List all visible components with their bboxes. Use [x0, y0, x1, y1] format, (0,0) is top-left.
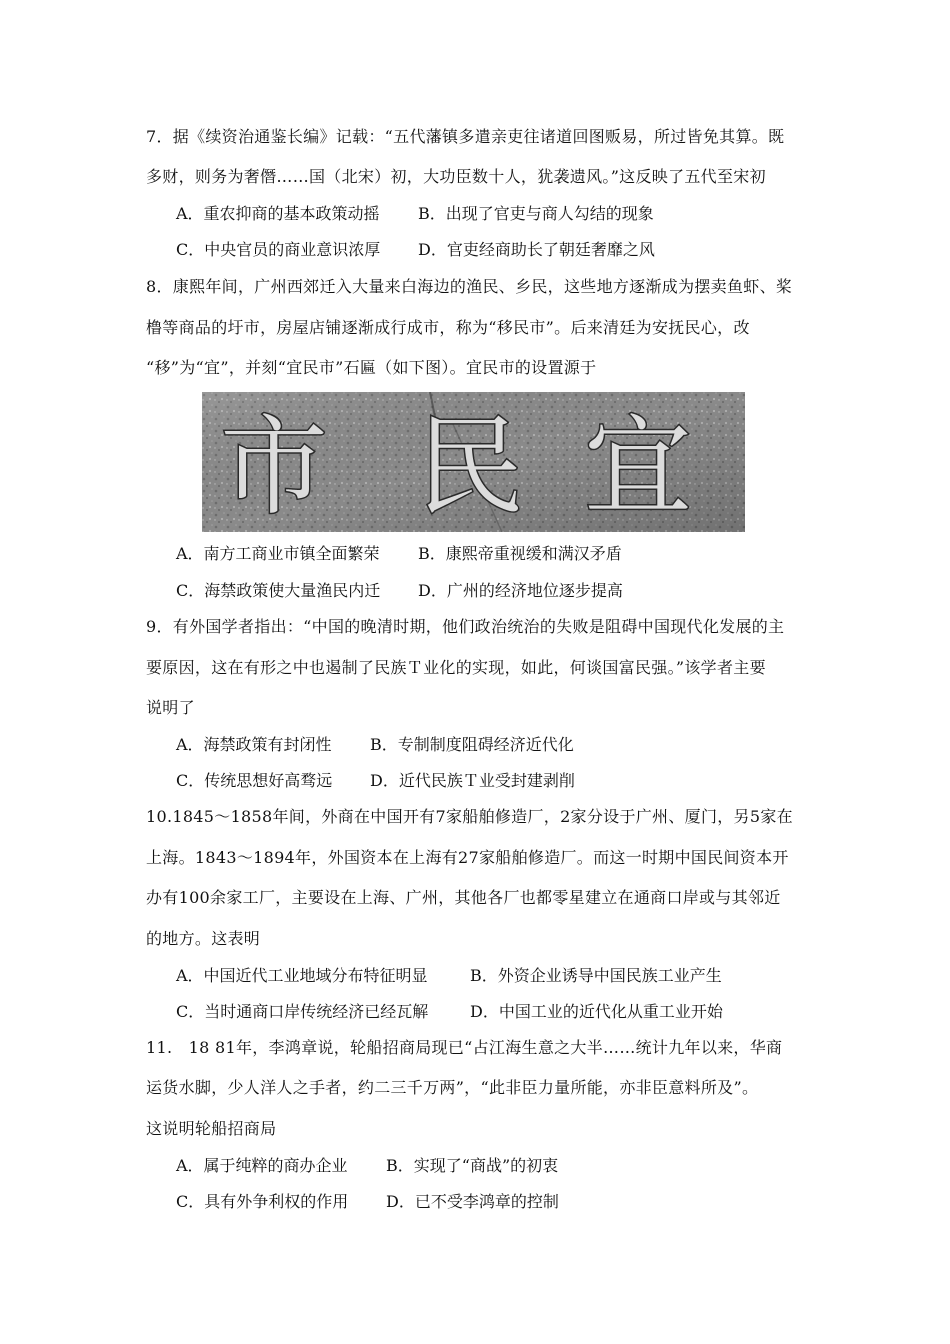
q8-stem-line-1: 8．康熙年间，广州西郊迁入大量来白海边的渔民、乡民，这些地方逐渐成为摆卖鱼虾、桨 — [146, 277, 793, 296]
q8-stem-line-3: “移”为“宜”，并刻“宜民市”石匾（如下图）。宜民市的设置源于 — [146, 358, 597, 377]
q9-option-b: B．专制制度阻碍经济近代化 — [370, 735, 574, 754]
q10-stem-line-4: 的地方。这表明 — [146, 929, 261, 948]
q9-option-d: D．近代民族Ｔ业受封建剥削 — [370, 771, 575, 790]
q7-stem-line-2: 多财，则务为奢僭……国（北宋）初，大功臣数十人，犹袭遗风。”这反映了五代至宋初 — [146, 167, 766, 186]
q7-option-c: C．中央官员的商业意识浓厚 — [176, 240, 381, 259]
q11-option-a: A．属于纯粹的商办企业 — [176, 1156, 348, 1175]
plaque-char-yi: 宜 — [583, 405, 693, 530]
q10-option-c: C．当时通商口岸传统经济已经瓦解 — [176, 1002, 429, 1021]
q8-option-b: B．康熙帝重视缓和满汉矛盾 — [418, 544, 622, 563]
stone-plaque-image — [202, 392, 745, 532]
q9-stem-line-3: 说明了 — [146, 698, 195, 717]
q8-option-c: C．海禁政策使大量渔民内迁 — [176, 581, 381, 600]
plaque-char-shi: 市 — [219, 405, 329, 530]
q10-stem-line-1: 10.1845～1858年间，外商在中国开有7家船舶修造厂，2家分设于广州、厦门，另5家在 — [146, 807, 793, 826]
q10-option-d: D．中国工业的近代化从重工业开始 — [470, 1002, 723, 1021]
q9-stem-line-1: 9．有外国学者指出：“中国的晚清时期，他们政治统治的失败是阻碍中国现代化发展的主 — [146, 617, 785, 636]
q7-option-b: B．出现了官吏与商人勾结的现象 — [418, 204, 654, 223]
q11-stem-line-2: 运货水脚，少人洋人之手者，约二三千万两”，“此非臣力量所能，亦非臣意料所及”。 — [146, 1078, 759, 1097]
q8-stem-line-2: 橹等商品的圩市，房屋店铺逐渐成行成市，称为“移民市”。后来清廷为安抚民心，改 — [146, 318, 750, 337]
q7-stem-line-1: 7．据《续资治通鉴长编》记载：“五代藩镇多遣亲吏往诸道回图贩易，所过皆免其算。既 — [146, 127, 785, 146]
q9-option-a: A．海禁政策有封闭性 — [176, 735, 332, 754]
q8-option-a: A．南方工商业市镇全面繁荣 — [176, 544, 380, 563]
q10-option-a: A．中国近代工业地域分布特征明显 — [176, 966, 428, 985]
q11-option-b: B．实现了“商战”的初衷 — [386, 1156, 559, 1175]
q7-option-d: D．官吏经商助长了朝廷奢靡之风 — [418, 240, 655, 259]
q8-option-d: D．广州的经济地位逐步提高 — [418, 581, 623, 600]
q11-option-c: C．具有外争利权的作用 — [176, 1192, 349, 1211]
plaque-char-min: 民 — [415, 405, 525, 530]
q10-stem-line-3: 办有100余家工厂，主要设在上海、广州，其他各厂也都零星建立在通商口岸或与其邻近 — [146, 888, 781, 907]
q9-stem-line-2: 要原因，这在有形之中也遏制了民族Ｔ业化的实现，如此，何谈国富民强。”该学者主要 — [146, 658, 766, 677]
q11-stem-line-3: 这说明轮船招商局 — [146, 1119, 277, 1138]
q7-option-a: A．重农抑商的基本政策动摇 — [176, 204, 380, 223]
q11-option-d: D．已不受李鸿章的控制 — [386, 1192, 559, 1211]
q9-option-c: C．传统思想好高骛远 — [176, 771, 333, 790]
q10-stem-line-2: 上海。1843～1894年，外国资本在上海有27家船舶修造厂。而这一时期中国民间资本开 — [146, 848, 789, 867]
q10-option-b: B．外资企业诱导中国民族工业产生 — [470, 966, 722, 985]
q11-stem-line-1: 11. 18 81年，李鸿章说，轮船招商局现已“占江海生意之大半……统计九年以来，华商 — [146, 1038, 783, 1057]
